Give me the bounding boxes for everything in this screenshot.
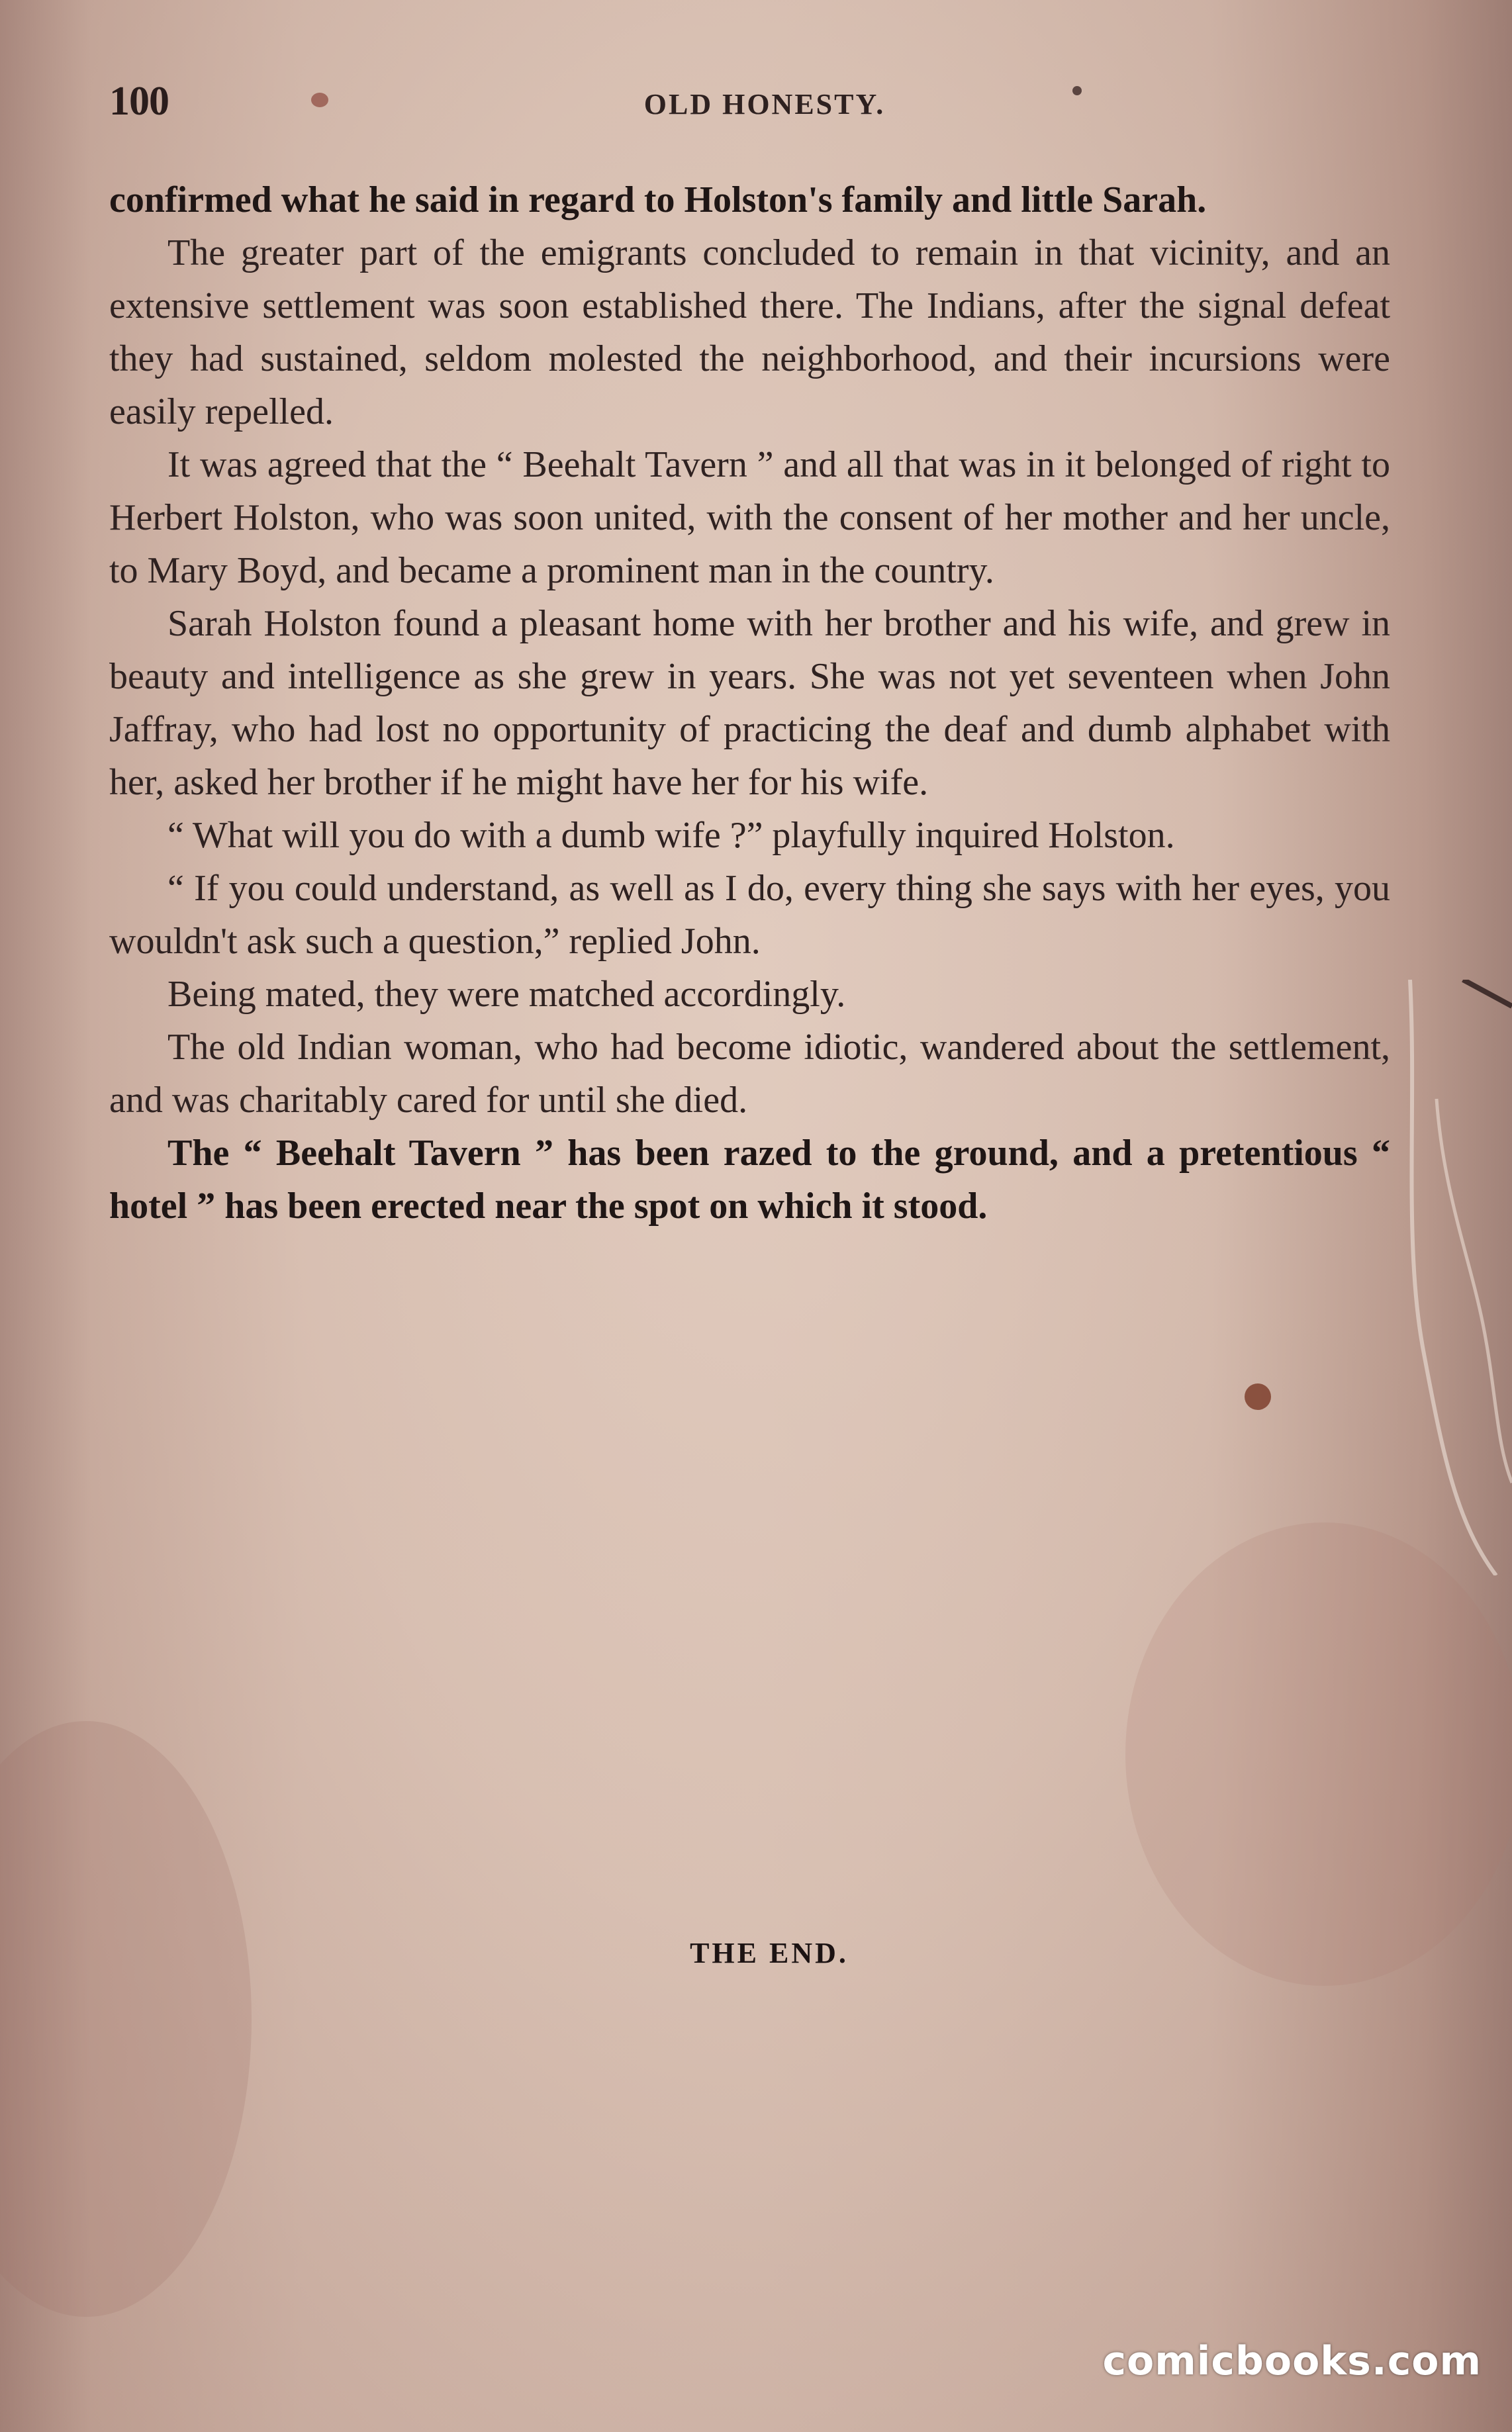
paragraph: Sarah Holston found a pleasant home with her brother and his wife, and grew in beauty and intelligence as she grew in years. She was not yet seventeen when John Jaffray, who had lost no opportunity of practicing the deaf and dumb alphabet with her, asked her brother if he might have her for his wife. (109, 603, 1390, 803)
paper-stain (1125, 1522, 1512, 1986)
running-title: OLD HONESTY. (643, 88, 886, 120)
paper-stain (1245, 1383, 1271, 1410)
paragraph: Being mated, they were matched accordingly. (167, 974, 846, 1015)
paragraph: The greater part of the emigrants concluded to remain in that vicinity, and an extensive settlement was soon established there. The Indians, after the signal defeat they had sustained, seldom molested the neighborhood, and their incursions were easily repelled. (109, 232, 1390, 432)
paper-stain (0, 1721, 252, 2317)
page-number: 100 (109, 79, 169, 124)
paragraph: “ What will you do with a dumb wife ?” playfully inquired Holston. (167, 815, 1175, 856)
paragraph: confirmed what he said in regard to Holston's family and little Sarah. (109, 179, 1207, 220)
paragraph: “ If you could understand, as well as I do, every thing she says with her eyes, you wouldn't ask such a question,” replied John. (109, 868, 1390, 962)
the-end: THE END. (690, 1937, 849, 1969)
paragraph: The “ Beehalt Tavern ” has been razed to the ground, and a pretentious “ hotel ” has been erected near the spot on which it stood. (109, 1133, 1390, 1227)
body-text (109, 173, 1390, 1233)
paragraph: The old Indian woman, who had become idiotic, wandered about the settlement, and was charitably cared for until she died. (109, 1027, 1390, 1121)
binding-thread (1397, 980, 1512, 1575)
page-header (109, 78, 1394, 124)
paragraph: It was agreed that the “ Beehalt Tavern ” and all that was in it belonged of right to Herbert Holston, who was soon united, with the consent of her mother and her uncle, to Mary Boyd, and became a prominent man in the country. (109, 444, 1390, 591)
watermark: comicbooks.com (1102, 2338, 1482, 2384)
